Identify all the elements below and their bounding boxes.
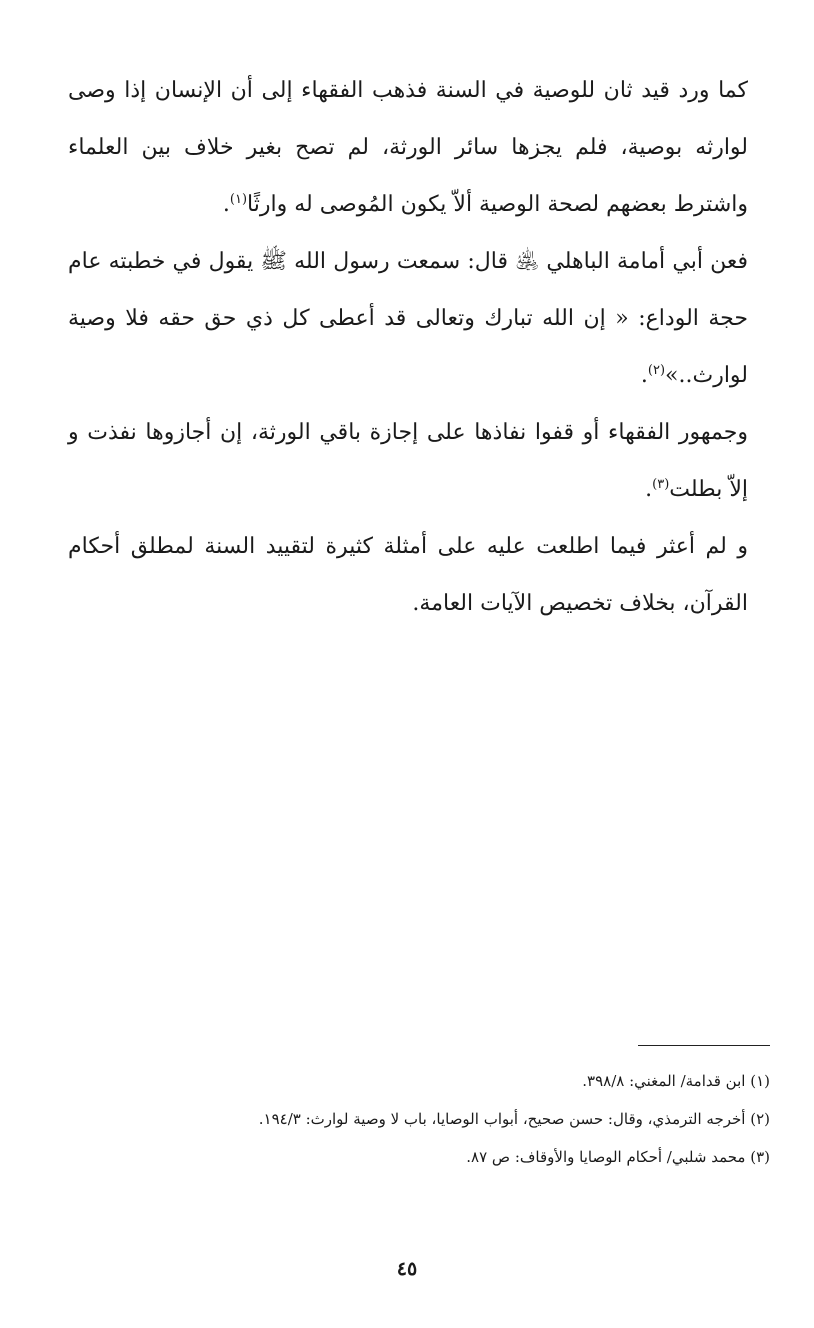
footnote-separator [638,1045,770,1046]
paragraph-text: فعن أبي أمامة الباهلي ﵁ قال: سمعت رسول الله ﷺ يقول في خطبته عام حجة الوداع: « إن الله تبارك وتعالى قد أعطى كل ذي حق حقه فلا وصية لوارث..» [68,249,748,388]
paragraph-end: . [645,477,653,502]
paragraph-text: و لم أعثر فيما اطلعت عليه على أمثلة كثيرة لتقييد السنة لمطلق أحكام القرآن، بخلاف تخصيص الآيات العامة. [68,534,748,616]
footnote-ref-1: (١) [229,192,248,207]
body-text [68,62,748,632]
paragraph-majority-view [68,404,748,518]
paragraph-conclusion [68,518,748,632]
paragraph-end: . [640,363,648,388]
paragraph-end: . [222,192,230,217]
footnote-2: (٢) أخرجه الترمذي، وقال: حسن صحيح، أبواب الوصايا، باب لا وصية لوارث: ١٩٤/٣. [258,1110,770,1128]
paragraph-text: كما ورد قيد ثان للوصية في السنة فذهب الفقهاء إلى أن الإنسان إذا وصى لوارثه بوصية، فلم يجزها سائر الورثة، لم تصح بغير خلاف بين العلماء واشترط بعضهم لصحة الوصية ألاّ يكون المُوصى له وارثًا [68,78,748,217]
paragraph-will-restriction [68,62,748,233]
footnote-1: (١) ابن قدامة/ المغني: ٣٩٨/٨. [582,1072,770,1090]
paragraph-hadith [68,233,748,404]
footnote-3: (٣) محمد شلبي/ أحكام الوصايا والأوقاف: ص ٨٧. [466,1148,770,1166]
paragraph-text: وجمهور الفقهاء أو قفوا نفاذها على إجازة باقي الورثة، إن أجازوها نفذت و إلاّ بطلت [68,420,748,502]
page-number: ٤٥ [396,1258,418,1280]
footnote-ref-3: (٣) [652,477,670,492]
footnote-ref-2: (٢) [647,363,666,378]
footnotes [68,1062,770,1176]
